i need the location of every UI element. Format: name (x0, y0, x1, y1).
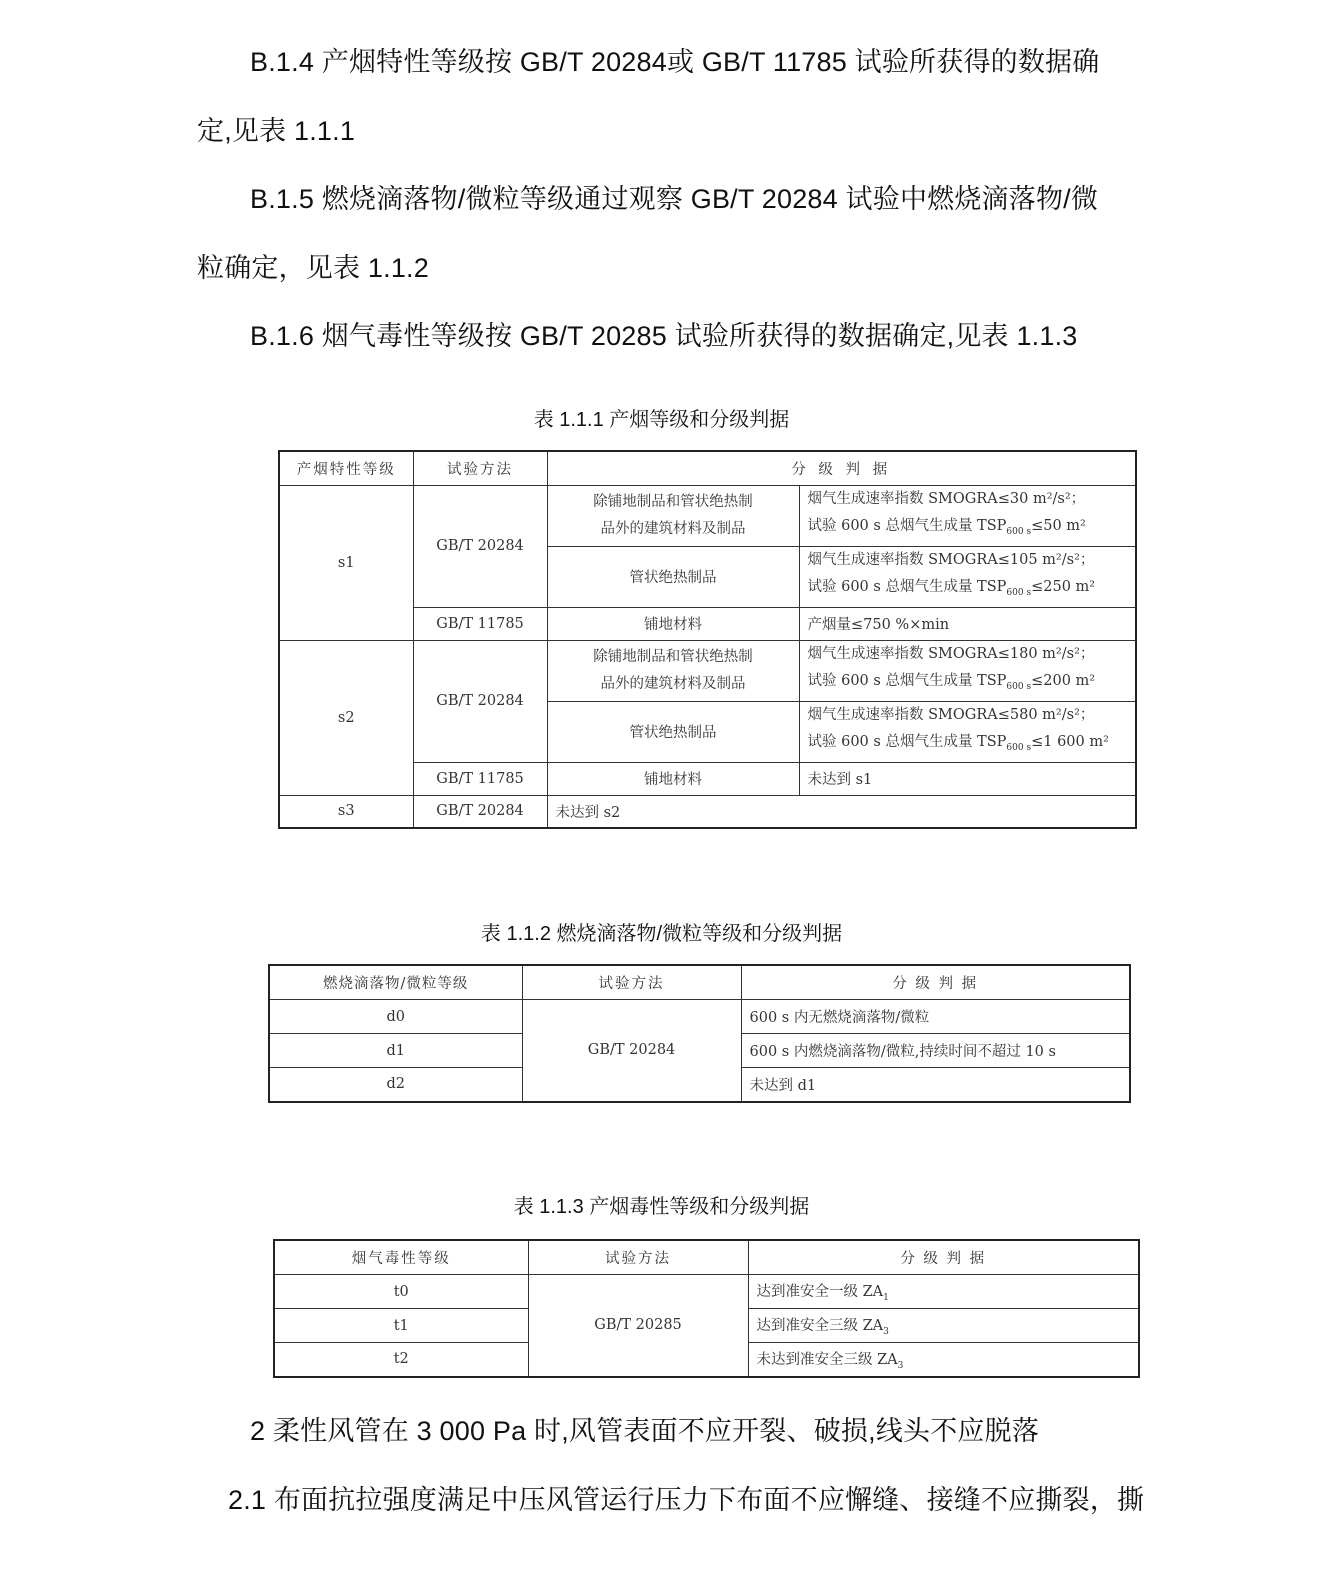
criterion-cell: 达到准安全一级 $ZA_1$ (748, 1275, 1139, 1309)
paragraph-b15-line2: 粒确定，见表 1.1.2 (197, 253, 429, 283)
paragraph-section-2: 2 柔性风管在 3 000 Pa 时,风管表面不应开裂、破损,线头不应脱落 (250, 1416, 1040, 1446)
table-row (274, 1275, 1139, 1309)
grade-cell: s1 (279, 486, 413, 641)
grade-cell: t2 (274, 1343, 528, 1377)
product-cell: 除铺地制品和管状绝热制 品外的建筑材料及制品 (547, 640, 799, 701)
criterion-cell: 600 s 内燃烧滴落物/微粒,持续时间不超过 10 s (741, 1034, 1130, 1068)
grade-cell: d1 (269, 1034, 522, 1068)
criterion-cell: 达到准安全三级 $ZA_3$ (748, 1309, 1139, 1343)
criterion-cell: 烟气生成速率指数 SMOGRA≤30 m²/s²； 试验 600 s 总烟气生成量 $TSP_{600 s}\le 50$ m² (799, 486, 1136, 547)
criterion-cell: 烟气生成速率指数 SMOGRA≤105 m²/s²； 试验 600 s 总烟气生成量 $TSP_{600 s}\le 250$ m² (799, 546, 1136, 607)
table-row (279, 640, 1136, 701)
dripping-grade-table (268, 964, 1131, 1103)
table3-caption: 表 1.1.3 产烟毒性等级和分级判据 (513, 1196, 810, 1218)
criterion-cell: 产烟量≤750 %×min (799, 607, 1136, 640)
column-header: 分 级 判 据 (741, 965, 1130, 1000)
paragraph-b16: B.1.6 烟气毒性等级按 GB/T 20285 试验所获得的数据确定,见表 1.1.3 (250, 321, 1078, 351)
criterion-cell: 未达到 s2 (547, 795, 1136, 828)
table-row (279, 795, 1136, 828)
column-header: 分 级 判 据 (748, 1240, 1139, 1275)
column-header: 烟气毒性等级 (274, 1240, 528, 1275)
criterion-cell: 未达到准安全三级 $ZA_3$ (748, 1343, 1139, 1377)
table-row (279, 486, 1136, 547)
criterion-cell: 烟气生成速率指数 SMOGRA≤180 m²/s²； 试验 600 s 总烟气生成量 $TSP_{600 s}\le 200$ m² (799, 640, 1136, 701)
criterion-cell: 烟气生成速率指数 SMOGRA≤580 m²/s²； 试验 600 s 总烟气生成量 $TSP_{600 s}\le 1$ 600 m² (799, 701, 1136, 762)
method-cell: GB/T 11785 (413, 607, 547, 640)
table-header-row (269, 965, 1130, 1000)
grade-cell: t0 (274, 1275, 528, 1309)
product-cell: 管状绝热制品 (547, 546, 799, 607)
grade-cell: t1 (274, 1309, 528, 1343)
criterion-cell: 未达到 d1 (741, 1068, 1130, 1102)
paragraph-section-2-1: 2.1 布面抗拉强度满足中压风管运行压力下布面不应懈缝、接缝不应撕裂，撕 (228, 1485, 1145, 1515)
paragraph-b14-line1: B.1.4 产烟特性等级按 GB/T 20284或 GB/T 11785 试验所获得的数据确 (250, 47, 1100, 77)
column-header: 试验方法 (413, 451, 547, 486)
method-cell: GB/T 20284 (522, 1000, 741, 1102)
smoke-grade-table (278, 450, 1137, 829)
paragraph-b15-line1: B.1.5 燃烧滴落物/微粒等级通过观察 GB/T 20284 试验中燃烧滴落物/微 (250, 184, 1099, 214)
column-header: 燃烧滴落物/微粒等级 (269, 965, 522, 1000)
column-header: 产烟特性等级 (279, 451, 413, 486)
grade-cell: s3 (279, 795, 413, 828)
column-header: 试验方法 (522, 965, 741, 1000)
grade-cell: s2 (279, 640, 413, 795)
column-header: 试验方法 (528, 1240, 748, 1275)
method-cell: GB/T 20284 (413, 795, 547, 828)
toxicity-grade-table (273, 1239, 1140, 1378)
table-row (269, 1000, 1130, 1034)
table1-caption: 表 1.1.1 产烟等级和分级判据 (533, 409, 790, 431)
product-cell: 除铺地制品和管状绝热制 品外的建筑材料及制品 (547, 486, 799, 547)
grade-cell: d2 (269, 1068, 522, 1102)
grade-cell: d0 (269, 1000, 522, 1034)
method-cell: GB/T 11785 (413, 762, 547, 795)
method-cell: GB/T 20284 (413, 486, 547, 608)
product-cell: 铺地材料 (547, 607, 799, 640)
method-cell: GB/T 20285 (528, 1275, 748, 1377)
table-header-row (274, 1240, 1139, 1275)
product-cell: 铺地材料 (547, 762, 799, 795)
product-cell: 管状绝热制品 (547, 701, 799, 762)
paragraph-b14-line2: 定,见表 1.1.1 (197, 116, 356, 146)
criterion-cell: 未达到 s1 (799, 762, 1136, 795)
column-header: 分 级 判 据 (547, 451, 1136, 486)
method-cell: GB/T 20284 (413, 640, 547, 762)
table-header-row (279, 451, 1136, 486)
criterion-cell: 600 s 内无燃烧滴落物/微粒 (741, 1000, 1130, 1034)
table2-caption: 表 1.1.2 燃烧滴落物/微粒等级和分级判据 (480, 923, 843, 945)
